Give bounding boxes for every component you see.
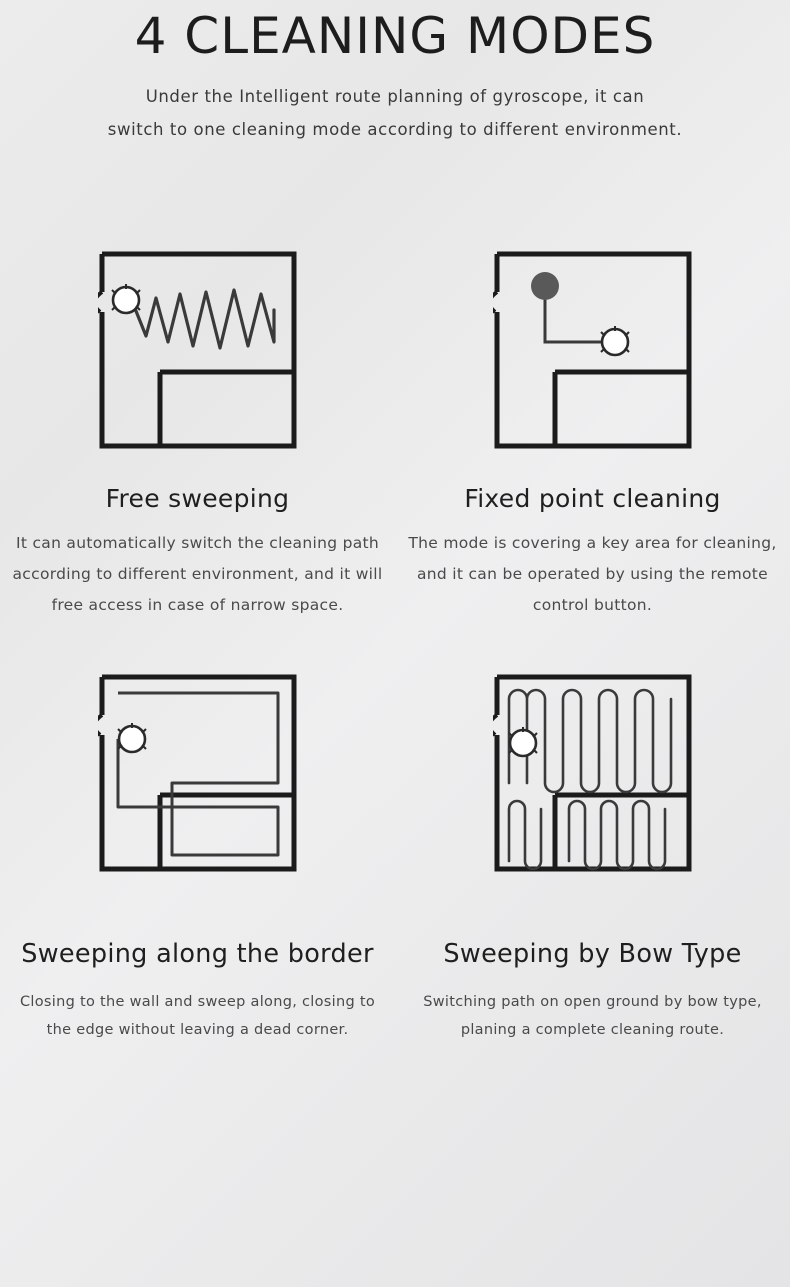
border-sweeping-figure bbox=[98, 667, 298, 879]
mode-desc-border-sweeping: Closing to the wall and sweep along, closing to the edge without leaving a dead corner. bbox=[19, 993, 376, 1038]
page-subtitle bbox=[35, 80, 755, 148]
subtitle-line-1: Under the Intelligent route planning of gyroscope, it can bbox=[145, 86, 645, 106]
fixed-point-cleaning-figure bbox=[493, 250, 693, 450]
mode-desc-fixed-point-cleaning: The mode is covering a key area for cleaning, and it can be operated by using the remote control button. bbox=[408, 534, 777, 614]
modes-row-1 bbox=[0, 250, 790, 621]
bow-type-sweeping-figure bbox=[493, 667, 693, 879]
mode-desc-free-sweeping: It can automatically switch the cleaning path according to different environment, and it will free access in case of narrow space. bbox=[12, 534, 383, 614]
robot-icon bbox=[118, 723, 146, 752]
subtitle-line-2: switch to one cleaning mode according to different environment. bbox=[107, 120, 683, 140]
mode-card-free-sweeping bbox=[0, 250, 395, 621]
mode-title-bow-type-sweeping: Sweeping by Bow Type bbox=[443, 939, 742, 969]
robot-icon bbox=[112, 284, 140, 313]
robot-icon bbox=[601, 326, 629, 355]
free-sweeping-diagram bbox=[98, 250, 298, 450]
bow-type-sweeping-diagram bbox=[493, 673, 693, 873]
target-dot-icon bbox=[531, 272, 559, 300]
modes-row-2 bbox=[0, 667, 790, 1044]
free-sweeping-figure bbox=[98, 250, 298, 450]
page-title: 4 CLEANING MODES bbox=[134, 7, 656, 65]
mode-title-border-sweeping: Sweeping along the border bbox=[21, 939, 374, 969]
mode-card-fixed-point-cleaning bbox=[395, 250, 790, 621]
border-sweeping-diagram bbox=[98, 673, 298, 873]
mode-card-border-sweeping bbox=[0, 667, 395, 1044]
fixed-point-cleaning-diagram bbox=[493, 250, 693, 450]
robot-icon bbox=[509, 727, 537, 756]
mode-title-fixed-point-cleaning: Fixed point cleaning bbox=[464, 484, 721, 513]
mode-desc-bow-type-sweeping: Switching path on open ground by bow type, planing a complete cleaning route. bbox=[423, 993, 762, 1038]
mode-card-bow-type-sweeping bbox=[395, 667, 790, 1044]
modes-grid bbox=[0, 250, 790, 1044]
mode-title-free-sweeping: Free sweeping bbox=[105, 484, 290, 513]
